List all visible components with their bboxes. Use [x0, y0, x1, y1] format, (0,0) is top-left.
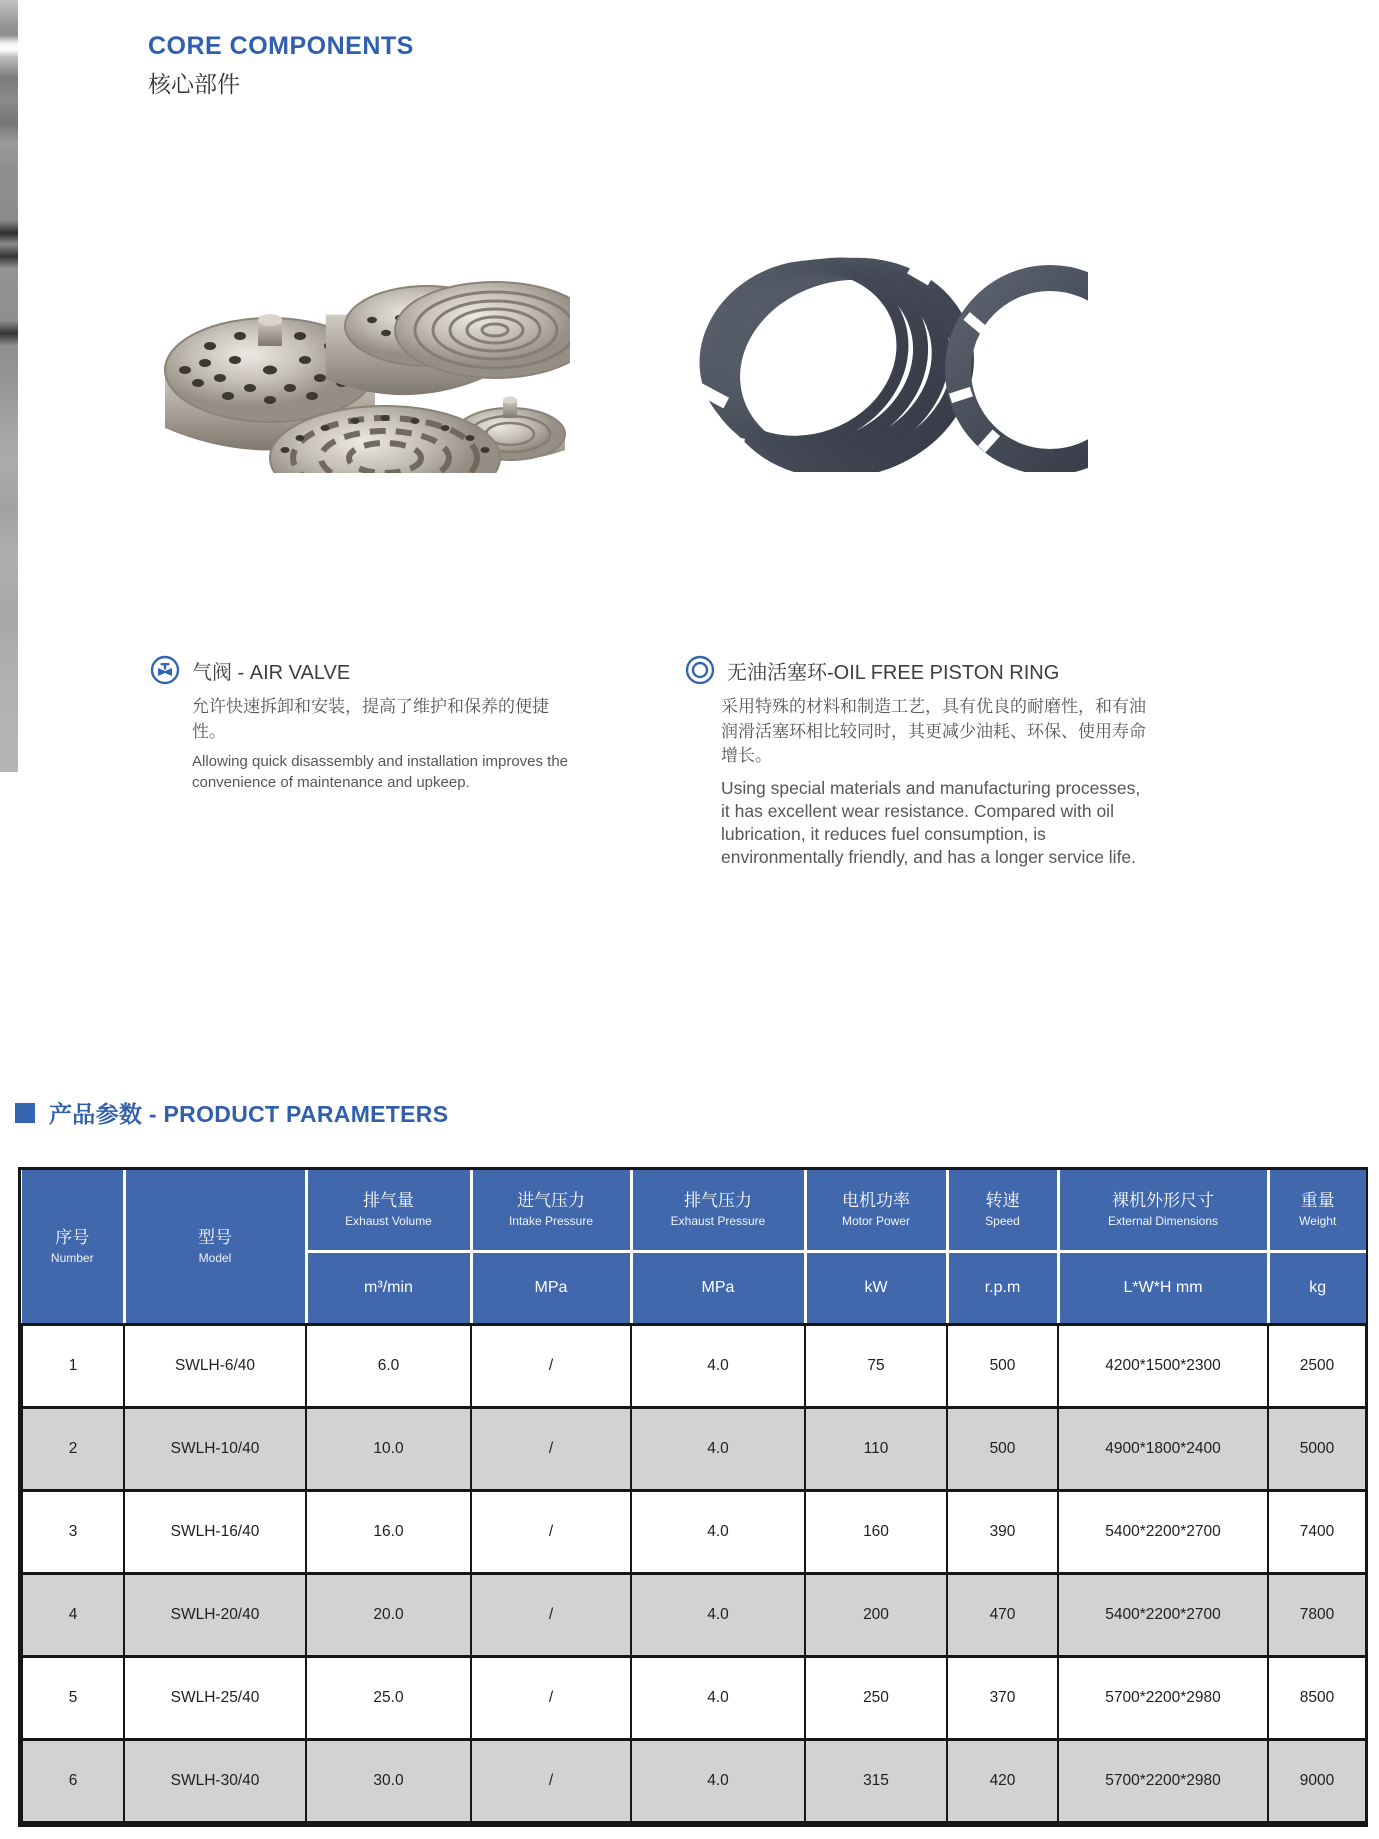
cell-speed: 420 [947, 1740, 1058, 1823]
table-row [22, 1408, 1366, 1491]
cell-intake-pressure: / [471, 1408, 631, 1491]
col-header-model: 型号 Model [124, 1170, 306, 1325]
left-photo-strip [0, 0, 18, 772]
col-header-dimensions: 裸机外形尺寸 External Dimensions [1058, 1170, 1268, 1252]
unit-motor-power: kW [805, 1252, 947, 1325]
col-header-exhaust-pressure: 排气压力 Exhaust Pressure [631, 1170, 805, 1252]
cell-speed: 390 [947, 1491, 1058, 1574]
cell-number: 5 [22, 1657, 124, 1740]
cell-weight: 9000 [1268, 1740, 1366, 1823]
unit-intake-pressure: MPa [471, 1252, 631, 1325]
cell-model: SWLH-6/40 [124, 1325, 306, 1408]
cell-model: SWLH-30/40 [124, 1740, 306, 1823]
cell-exhaust-volume: 20.0 [306, 1574, 471, 1657]
parameters-heading-text: 产品参数 - PRODUCT PARAMETERS [49, 1101, 449, 1127]
col-header-motor-power: 电机功率 Motor Power [805, 1170, 947, 1252]
col-header-speed: 转速 Speed [947, 1170, 1058, 1252]
cell-external-dimensions: 5700*2200*2980 [1058, 1657, 1268, 1740]
col-header-number: 序号 Number [22, 1170, 124, 1325]
cell-model: SWLH-16/40 [124, 1491, 306, 1574]
cell-exhaust-volume: 30.0 [306, 1740, 471, 1823]
cell-exhaust-volume: 6.0 [306, 1325, 471, 1408]
cell-motor-power: 250 [805, 1657, 947, 1740]
table-row [22, 1657, 1366, 1740]
ring-icon [685, 655, 715, 685]
cell-number: 6 [22, 1740, 124, 1823]
cell-number: 2 [22, 1408, 124, 1491]
piston-ring-desc-en: Using special materials and manufacturing processes, it has excellent wear resistance. Compared with oil lubrication, it reduces fuel consumption, is environmentally friendly, and has a longer service life. [721, 777, 1141, 868]
cell-number: 3 [22, 1491, 124, 1574]
cell-weight: 8500 [1268, 1657, 1366, 1740]
cell-intake-pressure: / [471, 1325, 631, 1408]
table-row [22, 1574, 1366, 1657]
page-title-chinese: 核心部件 [148, 71, 240, 97]
table-row [22, 1325, 1366, 1408]
square-bullet-icon [15, 1103, 35, 1123]
cell-external-dimensions: 5400*2200*2700 [1058, 1491, 1268, 1574]
piston-ring-photo [678, 240, 1088, 472]
air-valve-title: 气阀 - AIR VALVE [192, 661, 351, 684]
cell-number: 1 [22, 1325, 124, 1408]
unit-speed: r.p.m [947, 1252, 1058, 1325]
col-header-weight: 重量 Weight [1268, 1170, 1366, 1252]
cell-external-dimensions: 4900*1800*2400 [1058, 1408, 1268, 1491]
unit-weight: kg [1268, 1252, 1366, 1325]
table-row [22, 1740, 1366, 1823]
cell-speed: 500 [947, 1408, 1058, 1491]
cell-exhaust-pressure: 4.0 [631, 1408, 805, 1491]
cell-motor-power: 110 [805, 1408, 947, 1491]
table-row [22, 1491, 1366, 1574]
cell-exhaust-pressure: 4.0 [631, 1325, 805, 1408]
cell-speed: 470 [947, 1574, 1058, 1657]
air-valve-desc-zh: 允许快速拆卸和安装，提高了维护和保养的便捷性。 [192, 697, 549, 741]
col-header-intake-pressure: 进气压力 Intake Pressure [471, 1170, 631, 1252]
cell-exhaust-volume: 16.0 [306, 1491, 471, 1574]
unit-exhaust-pressure: MPa [631, 1252, 805, 1325]
cell-weight: 5000 [1268, 1408, 1366, 1491]
cell-external-dimensions: 5400*2200*2700 [1058, 1574, 1268, 1657]
cell-intake-pressure: / [471, 1657, 631, 1740]
cell-motor-power: 200 [805, 1574, 947, 1657]
piston-ring-desc-zh: 采用特殊的材料和制造工艺，具有优良的耐磨性，和有油润滑活塞环相比较同时，其更减少油耗、环保、使用寿命增长。 [721, 697, 1146, 766]
cell-exhaust-pressure: 4.0 [631, 1740, 805, 1823]
cell-weight: 7400 [1268, 1491, 1366, 1574]
air-valve-section [150, 655, 580, 794]
unit-exhaust-volume: m³/min [306, 1252, 471, 1325]
cell-intake-pressure: / [471, 1574, 631, 1657]
cell-weight: 7800 [1268, 1574, 1366, 1657]
cell-intake-pressure: / [471, 1491, 631, 1574]
cell-number: 4 [22, 1574, 124, 1657]
cell-exhaust-pressure: 4.0 [631, 1491, 805, 1574]
cell-speed: 500 [947, 1325, 1058, 1408]
cell-external-dimensions: 5700*2200*2980 [1058, 1740, 1268, 1823]
parameters-heading [15, 1096, 448, 1129]
piston-ring-section [685, 655, 1150, 869]
cell-exhaust-volume: 10.0 [306, 1408, 471, 1491]
col-header-exhaust-volume: 排气量 Exhaust Volume [306, 1170, 471, 1252]
cell-intake-pressure: / [471, 1740, 631, 1823]
piston-ring-title: 无油活塞环-OIL FREE PISTON RING [727, 661, 1060, 684]
cell-model: SWLH-25/40 [124, 1657, 306, 1740]
cell-model: SWLH-20/40 [124, 1574, 306, 1657]
cell-motor-power: 160 [805, 1491, 947, 1574]
cell-model: SWLH-10/40 [124, 1408, 306, 1491]
cell-external-dimensions: 4200*1500*2300 [1058, 1325, 1268, 1408]
air-valve-desc-en: Allowing quick disassembly and installation improves the convenience of maintenance and upkeep. [192, 753, 569, 791]
valve-icon [150, 655, 180, 685]
air-valve-photo [150, 238, 570, 473]
cell-weight: 2500 [1268, 1325, 1366, 1408]
product-parameters-table [18, 1167, 1368, 1827]
unit-dimensions: L*W*H mm [1058, 1252, 1268, 1325]
page-title: CORE COMPONENTS [148, 32, 414, 60]
cell-motor-power: 315 [805, 1740, 947, 1823]
cell-exhaust-volume: 25.0 [306, 1657, 471, 1740]
cell-speed: 370 [947, 1657, 1058, 1740]
cell-exhaust-pressure: 4.0 [631, 1574, 805, 1657]
cell-exhaust-pressure: 4.0 [631, 1657, 805, 1740]
cell-motor-power: 75 [805, 1325, 947, 1408]
